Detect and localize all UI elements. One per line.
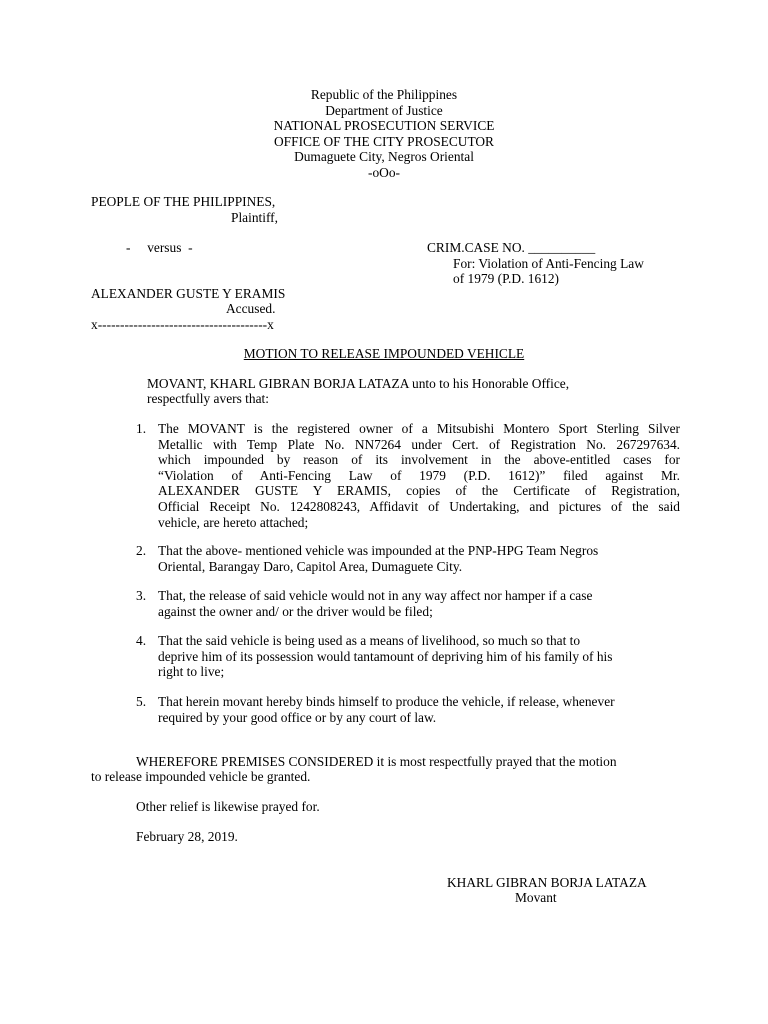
list-item — [136, 633, 680, 680]
list-item — [136, 543, 680, 574]
item-5-line: required by your good office or by any court of law. — [158, 709, 437, 725]
item-3-line: against the owner and/ or the driver would be filed; — [158, 603, 433, 619]
header-office: OFFICE OF THE CITY PROSECUTOR — [274, 133, 494, 149]
item-2-line: Oriental, Barangay Daro, Capitol Area, Dumaguete City. — [158, 558, 463, 574]
accused-role: Accused. — [226, 301, 276, 316]
motion-intro-line-1: MOVANT, KHARL GIBRAN BORJA LATAZA unto to his Honorable Office, — [147, 376, 570, 391]
plaintiff-name: PEOPLE OF THE PHILIPPINES, — [91, 194, 276, 209]
header-republic: Republic of the Philippines — [310, 87, 458, 102]
item-1-line: The MOVANT is the registered owner of a Mitsubishi Montero Sport Sterling Silver — [158, 421, 680, 436]
item-1-line: vehicle, are hereto attached; — [158, 514, 309, 530]
list-item — [136, 588, 680, 619]
motion-intro-line-2: respectfully avers that: — [147, 391, 269, 406]
case-number: CRIM.CASE NO. __________ — [427, 240, 596, 255]
header-service: NATIONAL PROSECUTION SERVICE — [273, 118, 495, 134]
signatory-name: KHARL GIBRAN BORJA LATAZA — [447, 875, 647, 890]
item-1-line: Metallic with Temp Plate No. NN7264 under Cert. of Registration No. 267297634. — [158, 436, 680, 452]
item-4-line: That the said vehicle is being used as a means of livelihood, so much so that to — [158, 633, 581, 648]
item-number: 1. — [136, 421, 147, 436]
item-number: 5. — [136, 694, 147, 709]
caption-separator: x--------------------------------------x — [91, 317, 274, 332]
header-location: Dumaguete City, Negros Oriental — [294, 149, 474, 165]
item-4-line: deprive him of its possession would tantamount of depriving him of his family of his — [158, 648, 613, 664]
document-header — [0, 87, 768, 181]
list-item — [136, 694, 680, 725]
motion-date: February 28, 2019. — [136, 829, 238, 844]
item-2-line: That the above- mentioned vehicle was impounded at the PNP-HPG Team Negros — [158, 543, 599, 558]
header-ornament: -oOo- — [368, 164, 400, 180]
plaintiff-role: Plaintiff, — [231, 210, 278, 225]
item-number: 3. — [136, 588, 147, 603]
item-4-line: right to live; — [158, 664, 225, 680]
averments-list — [136, 694, 680, 725]
item-1-line: ALEXANDER GUSTE Y ERAMIS, copies of the Certificate of Registration, — [158, 483, 680, 499]
header-department: Department of Justice — [325, 102, 443, 118]
item-1-line: which impounded by reason of its involvement in the above-entitled cases for — [158, 452, 680, 468]
accused-name: ALEXANDER GUSTE Y ERAMIS — [91, 286, 286, 301]
averments-list — [136, 633, 680, 680]
case-charge-line-2: of 1979 (P.D. 1612) — [453, 271, 560, 286]
wherefore-line-1: WHEREFORE PREMISES CONSIDERED it is most respectfully prayed that the motion — [136, 754, 617, 769]
case-charge-line-1: For: Violation of Anti-Fencing Law — [453, 256, 644, 271]
averments-list — [136, 588, 680, 619]
list-item — [136, 421, 680, 530]
averments-list — [136, 543, 680, 574]
motion-title: MOTION TO RELEASE IMPOUNDED VEHICLE — [243, 346, 525, 361]
item-number: 4. — [136, 633, 147, 648]
versus-label: - versus - — [126, 240, 193, 255]
item-5-line: That herein movant hereby binds himself to produce the vehicle, if release, whenever — [158, 694, 615, 709]
item-1-line: “Violation of Anti-Fencing Law of 1979 (P.D. 1612)” filed against Mr. — [158, 467, 680, 483]
item-number: 2. — [136, 543, 147, 558]
item-1-line: Official Receipt No. 1242808243, Affidavit of Undertaking, and pictures of the said — [158, 498, 680, 514]
item-3-line: That, the release of said vehicle would not in any way affect nor hamper if a case — [158, 588, 593, 603]
other-relief: Other relief is likewise prayed for. — [136, 799, 320, 814]
wherefore-line-2: to release impounded vehicle be granted. — [91, 769, 311, 784]
averments-list — [136, 421, 680, 530]
signatory-role: Movant — [515, 890, 557, 905]
